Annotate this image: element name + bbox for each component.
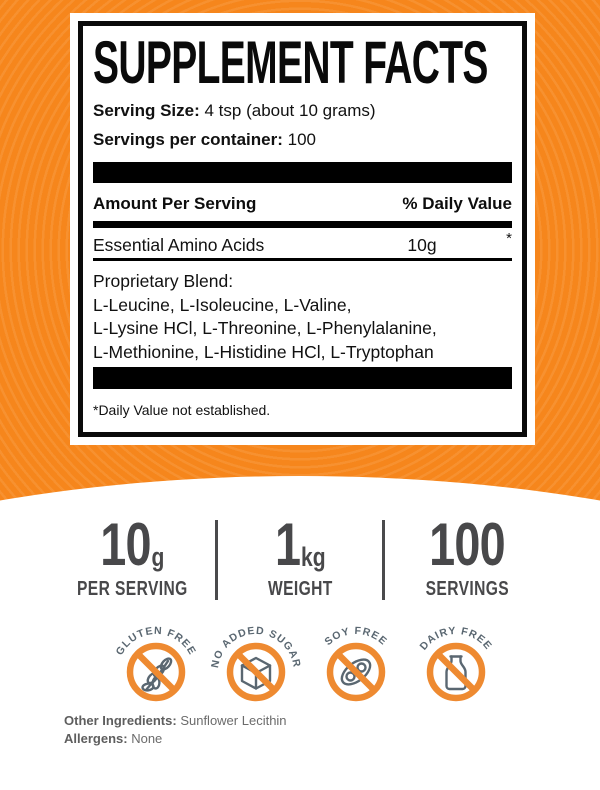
thin-rule bbox=[93, 258, 512, 261]
stat-per-serving bbox=[50, 511, 215, 601]
blend-line: L-Lysine HCl, L-Threonine, L-Phenylalanine, bbox=[93, 318, 437, 338]
serving-size-line bbox=[93, 98, 512, 124]
badge-label: DAIRY FREE bbox=[417, 624, 495, 653]
stat-value-row bbox=[236, 511, 364, 578]
stat-label: SERVINGS bbox=[425, 578, 510, 600]
serving-size-value: 4 tsp (about 10 grams) bbox=[204, 101, 376, 120]
supplement-facts-border bbox=[78, 21, 527, 437]
badge-gluten-free bbox=[106, 608, 206, 710]
dietary-badges bbox=[106, 608, 506, 710]
nutrient-row bbox=[93, 232, 512, 258]
supplement-facts-panel bbox=[70, 13, 535, 445]
blend-title: Proprietary Blend: bbox=[93, 271, 234, 291]
allergens-value: None bbox=[131, 731, 163, 746]
amount-per-serving-header: Amount Per Serving bbox=[93, 194, 257, 213]
black-divider-bar-bottom bbox=[93, 367, 512, 389]
stat-unit: kg bbox=[300, 542, 326, 572]
other-ingredients-label: Other Ingredients: bbox=[64, 713, 177, 728]
black-divider-bar-top bbox=[93, 162, 512, 183]
panel-title: SUPPLEMENT FACTS bbox=[93, 29, 488, 96]
nutrient-amount: 10g bbox=[407, 235, 437, 255]
servings-label: Servings per container: bbox=[93, 130, 283, 149]
serving-size-label: Serving Size: bbox=[93, 101, 200, 120]
svg-text:GLUTEN FREE bbox=[114, 625, 199, 658]
stat-value-row bbox=[403, 511, 531, 578]
nutrient-name: Essential Amino Acids bbox=[93, 235, 265, 255]
ingredients-block bbox=[64, 712, 287, 748]
proprietary-blend-block bbox=[93, 270, 512, 364]
badge-soy-free bbox=[306, 608, 406, 710]
other-ingredients-line bbox=[64, 712, 287, 730]
daily-value-header: % Daily Value bbox=[402, 194, 512, 213]
stat-unit: g bbox=[151, 542, 165, 572]
other-ingredients-value: Sunflower Lecithin bbox=[180, 713, 287, 728]
stat-label: PER SERVING bbox=[77, 578, 188, 600]
allergens-line bbox=[64, 730, 287, 748]
thick-rule bbox=[93, 221, 512, 228]
no-slash bbox=[438, 654, 475, 691]
blend-line: L-Methionine, L-Histidine HCl, L-Tryptophan bbox=[93, 341, 434, 362]
badge-label: NO ADDED SUGAR bbox=[209, 624, 303, 669]
stat-value: 100 bbox=[429, 511, 506, 578]
stat-label: WEIGHT bbox=[267, 578, 333, 600]
servings-per-container-line bbox=[93, 127, 512, 153]
stat-value: 1 bbox=[274, 511, 300, 578]
stat-value: 10 bbox=[100, 511, 151, 578]
white-curve-divider bbox=[0, 476, 600, 506]
stat-weight bbox=[218, 511, 383, 601]
allergens-label: Allergens: bbox=[64, 731, 128, 746]
stat-servings bbox=[385, 511, 550, 601]
badge-label: SOY FREE bbox=[322, 624, 390, 649]
badge-label: GLUTEN FREE bbox=[113, 624, 199, 658]
nutrient-daily-value: * bbox=[506, 230, 512, 247]
badge-no-added-sugar bbox=[206, 608, 306, 710]
servings-value: 100 bbox=[287, 130, 316, 149]
stat-value-row bbox=[68, 511, 196, 578]
amounts-header-row bbox=[93, 193, 512, 215]
badge-dairy-free bbox=[406, 608, 506, 710]
blend-line: L-Leucine, L-Isoleucine, L-Valine, bbox=[93, 294, 352, 315]
highlight-stats bbox=[50, 511, 550, 601]
daily-value-footnote: *Daily Value not established. bbox=[93, 402, 271, 418]
